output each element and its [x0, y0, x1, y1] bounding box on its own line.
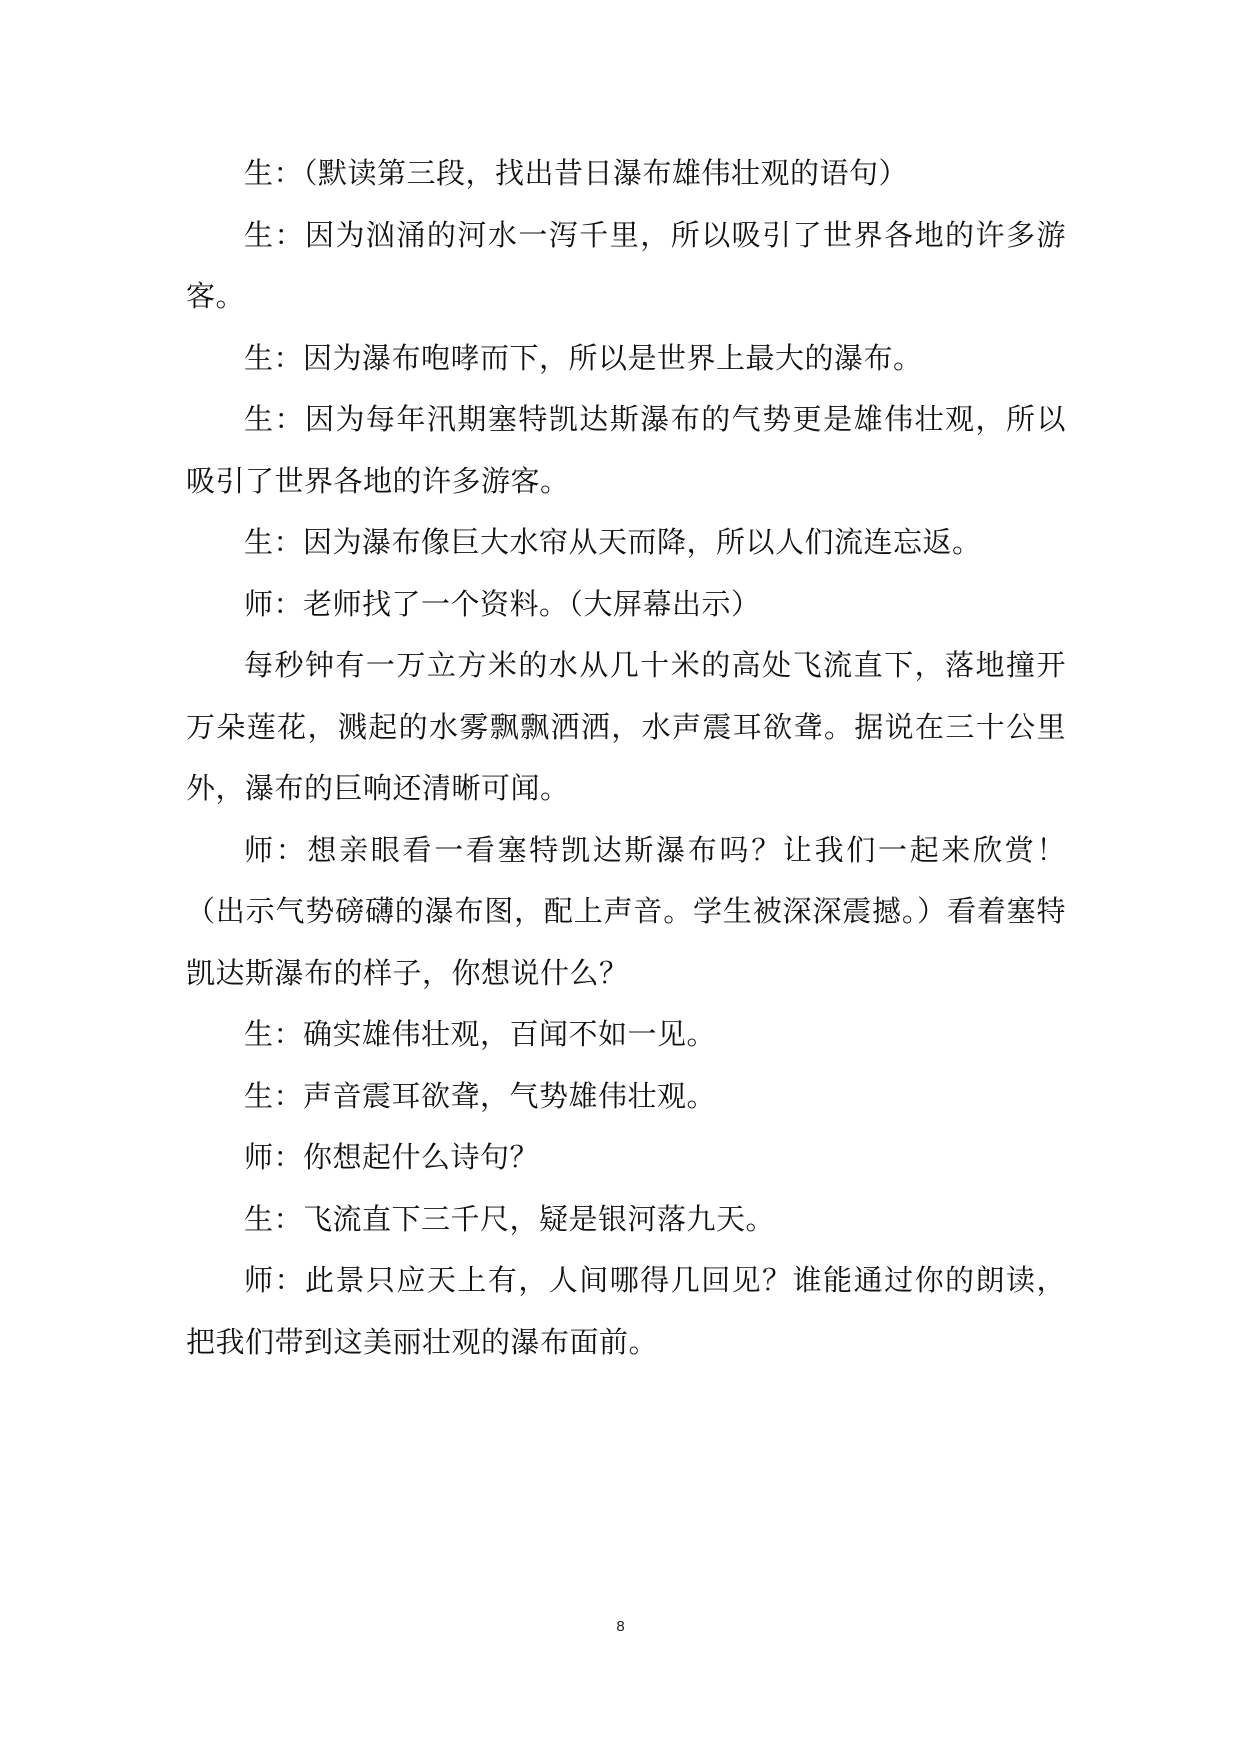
paragraph-12: 生：飞流直下三千尺，疑是银河落九天。	[244, 1201, 776, 1236]
paragraph-3: 生：因为瀑布咆哮而下，所以是世界上最大的瀑布。	[244, 340, 923, 375]
paragraph-6: 师：老师找了一个资料。（大屏幕出示）	[244, 586, 761, 621]
paragraph-4: 生：因为每年汛期塞特凯达斯瀑布的气势更是雄伟壮观，所以吸引了世界各地的许多游客。	[186, 402, 1066, 498]
paragraph-11: 师：你想起什么诗句？	[244, 1140, 540, 1174]
paragraph-8: 师：想亲眼看一看塞特凯达斯瀑布吗？让我们一起来欣赏！（出示气势磅礴的瀑布图，配上声音。学生被深深震撼。）看着塞特凯达斯瀑布的样子，你想说什么？	[186, 832, 1066, 990]
page-number: 8	[616, 1618, 625, 1635]
paragraph-10: 生：声音震耳欲聋，气势雄伟壮观。	[244, 1078, 717, 1113]
body-text	[186, 143, 1066, 1373]
paragraph-2: 生：因为汹涌的河水一泻千里，所以吸引了世界各地的许多游客。	[186, 217, 1066, 313]
paragraph-7: 每秒钟有一万立方米的水从几十米的高处飞流直下，落地撞开万朵莲花，溅起的水雾飘飘洒洒，水声震耳欲聋。据说在三十公里外，瀑布的巨响还清晰可闻。	[186, 648, 1066, 805]
paragraph-1: 生：（默读第三段，找出昔日瀑布雄伟壮观的语句）	[244, 156, 909, 190]
paragraph-9: 生：确实雄伟壮观，百闻不如一见。	[244, 1017, 717, 1051]
paragraph-5: 生：因为瀑布像巨大水帘从天而降，所以人们流连忘返。	[244, 525, 982, 559]
paragraph-13: 师：此景只应天上有，人间哪得几回见？谁能通过你的朗读，把我们带到这美丽壮观的瀑布面前。	[186, 1263, 1066, 1359]
